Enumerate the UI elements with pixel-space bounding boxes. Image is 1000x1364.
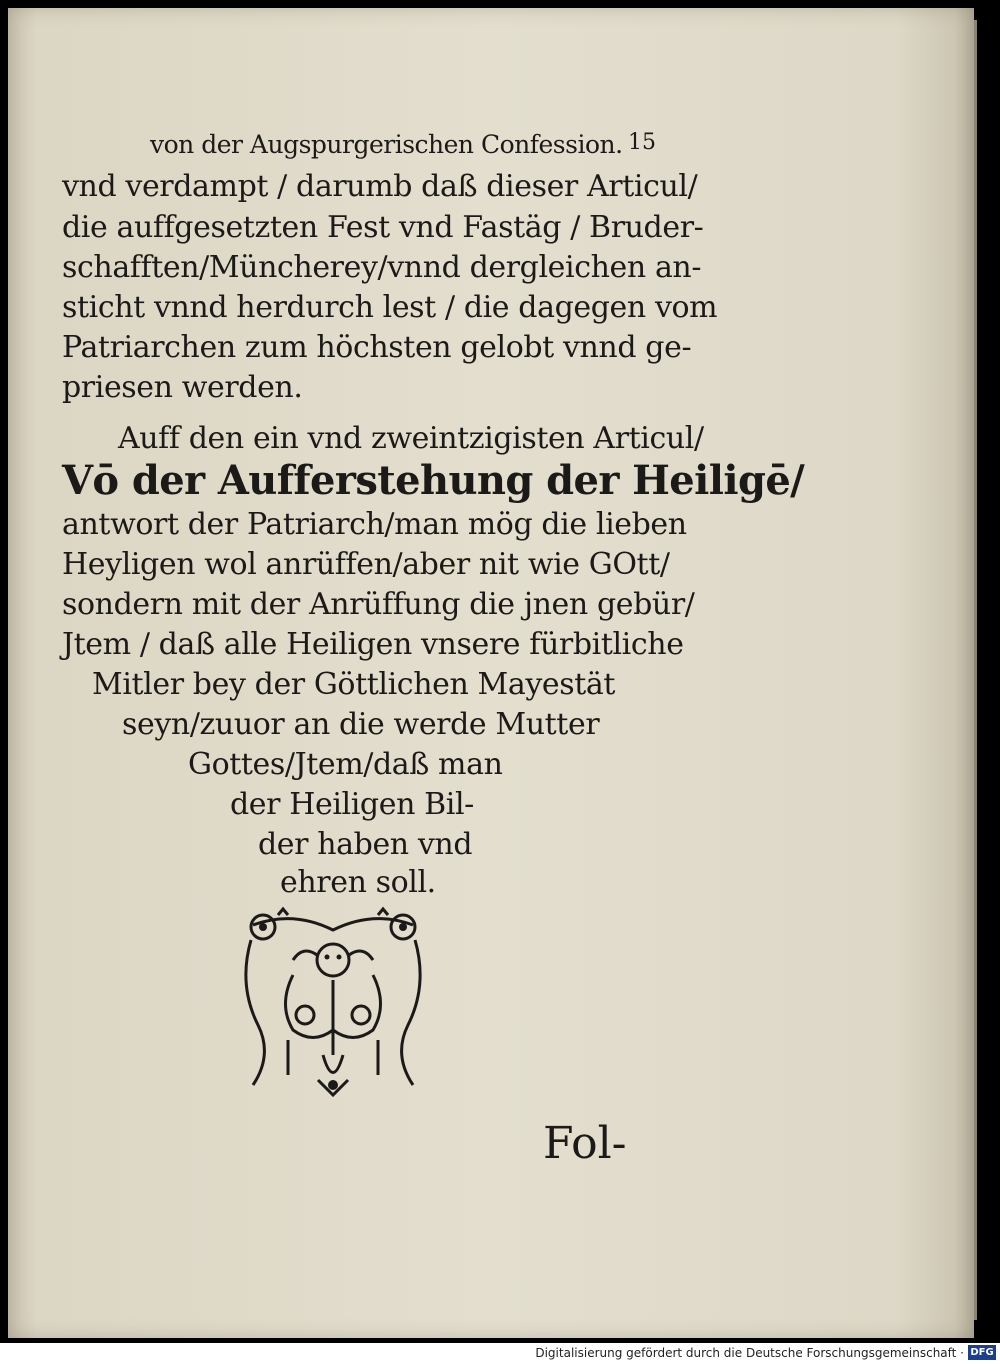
text-line: die auffgesetzten Fest vnd Fastäg / Bruder- bbox=[62, 210, 704, 245]
page-edge bbox=[974, 20, 977, 1320]
catchword: Fol- bbox=[543, 1118, 627, 1169]
text-line: antwort der Patriarch/man mög die lieben bbox=[62, 507, 687, 542]
dfg-logo: DFG bbox=[968, 1345, 996, 1360]
running-head: von der Augspurgerischen Confession. bbox=[150, 130, 623, 159]
floral-vignette-icon bbox=[233, 905, 433, 1100]
text-line: sondern mit der Anrüffung die jnen gebür/ bbox=[62, 587, 695, 622]
text-line: sticht vnnd herdurch lest / die dagegen vom bbox=[62, 290, 718, 325]
section-heading: Vō der Aufferstehung der Heiligē/ bbox=[62, 457, 805, 504]
text-line: priesen werden. bbox=[62, 370, 303, 405]
text-line: der Heiligen Bil- bbox=[230, 787, 474, 822]
text-line: Patriarchen zum höchsten gelobt vnnd ge- bbox=[62, 330, 692, 365]
funding-credit: Digitalisierung gefördert durch die Deutsche Forschungsgemeinschaft · bbox=[535, 1346, 964, 1360]
text-line: Gottes/Jtem/daß man bbox=[188, 747, 503, 782]
text-line: Auff den ein vnd zweintzigisten Articul/ bbox=[118, 421, 704, 456]
page-number: 15 bbox=[628, 130, 656, 155]
text-line: Mitler bey der Göttlichen Mayestät bbox=[92, 667, 616, 702]
text-line: vnd verdampt / darumb daß dieser Articul/ bbox=[62, 169, 698, 204]
text-line: ehren soll. bbox=[280, 865, 436, 900]
text-line: Heyligen wol anrüffen/aber nit wie GOtt/ bbox=[62, 547, 670, 582]
text-line: Jtem / daß alle Heiligen vnsere fürbitliche bbox=[62, 627, 684, 662]
text-line: seyn/zuuor an die werde Mutter bbox=[122, 707, 600, 742]
text-line: schafften/Müncherey/vnnd dergleichen an- bbox=[62, 250, 702, 285]
text-line: der haben vnd bbox=[258, 827, 473, 862]
